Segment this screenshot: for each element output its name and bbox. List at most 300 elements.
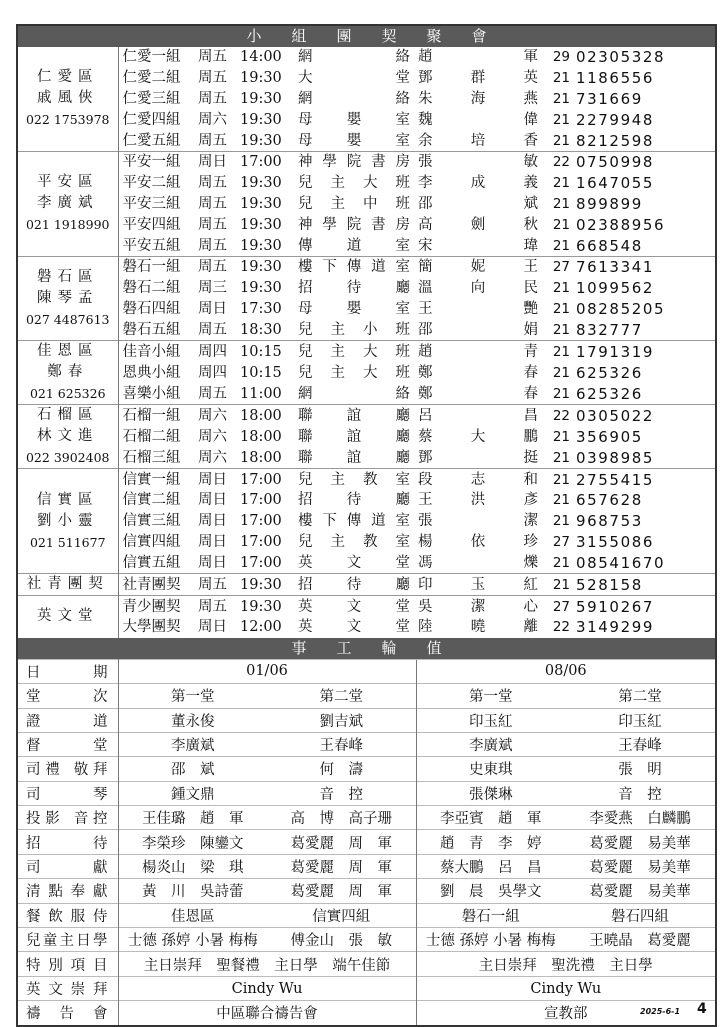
duty-row	[18, 806, 715, 830]
group-name: 仁愛四組	[122, 111, 181, 128]
group-time: 17:00	[240, 469, 298, 490]
group-time: 18:00	[240, 405, 298, 427]
group-location: 大堂	[298, 70, 410, 87]
groups-title: 小組團契聚會	[246, 27, 517, 45]
group-row	[18, 405, 715, 427]
group-row	[18, 130, 715, 151]
district-phone: 022 1753978	[25, 112, 110, 128]
phone-prefix: 21	[552, 449, 570, 466]
duty-row	[18, 952, 715, 976]
phone-prefix: 21	[552, 385, 570, 402]
group-time: 18:00	[240, 449, 282, 466]
phone-prefix: 21	[552, 513, 570, 530]
group-row	[18, 574, 715, 596]
group-leader: 朱海燕	[418, 90, 538, 107]
group-day: 周五	[198, 237, 227, 254]
group-row	[18, 426, 715, 447]
group-phone: 625326	[576, 363, 643, 382]
duty-cell: 張 明	[565, 757, 715, 781]
phone-prefix: 21	[546, 341, 576, 363]
group-row	[18, 47, 715, 68]
duty-cell: 張傑琳	[416, 781, 565, 805]
group-leader: 鄧挺	[418, 449, 538, 466]
group-row	[18, 214, 715, 235]
duty-cell: 王春峰	[267, 732, 416, 756]
group-name: 平安二組	[122, 175, 181, 192]
group-time: 19:30	[240, 237, 282, 254]
district-leader: 李廣斌	[37, 195, 99, 212]
duty-role: 英文崇拜	[18, 976, 118, 1000]
duty-role: 特別項目	[18, 952, 118, 976]
group-leader: 鄭春	[418, 364, 538, 381]
phone-prefix: 21	[552, 280, 570, 297]
group-name: 平安一組	[118, 151, 198, 172]
duty-cell: 劉吉斌	[267, 708, 416, 732]
phone-prefix: 21	[546, 574, 576, 596]
group-name: 仁愛一組	[122, 49, 181, 66]
group-location: 兒主大班	[298, 175, 410, 192]
group-location: 樓下傳道室	[298, 256, 418, 277]
district-leader: 林文進	[37, 428, 99, 445]
group-time: 10:15	[240, 364, 282, 381]
duty-cell: 第一堂	[118, 684, 267, 708]
duty-role: 司禮 敬拜	[18, 757, 118, 781]
district-leader: 劉小靈	[37, 512, 99, 529]
group-name: 信實五組	[122, 554, 181, 571]
group-phone: 528158	[576, 574, 715, 596]
duty-cell: 劉 晨 吳學文	[416, 879, 565, 903]
duty-row	[18, 879, 715, 903]
group-time: 17:00	[240, 513, 282, 530]
district-name: 佳恩區	[37, 343, 99, 360]
duty-row	[18, 928, 715, 952]
group-phone: 0750998	[576, 151, 715, 172]
group-name: 大學團契	[122, 619, 181, 636]
duty-cell: 音 控	[565, 781, 715, 805]
group-name: 青少團契	[118, 596, 198, 617]
group-phone: 02388956	[576, 215, 666, 234]
phone-prefix: 27	[546, 256, 576, 277]
footer-date: 2025-6-1	[640, 1007, 681, 1016]
group-row	[18, 68, 715, 89]
duty-cell: 李愛燕 白麟鵬	[565, 806, 715, 830]
district-name: 石榴區	[37, 407, 99, 424]
group-leader: 呂昌	[418, 405, 546, 427]
group-time: 19:30	[240, 175, 282, 192]
duty-cell: 士德 孫婷 小暑 梅梅	[118, 928, 267, 952]
group-name: 石榴一組	[118, 405, 198, 427]
group-location: 兒主教室	[298, 469, 418, 490]
duty-cell: 葛愛麗 易美華	[565, 879, 715, 903]
group-location: 兒主教室	[298, 533, 410, 550]
group-row	[18, 341, 715, 363]
group-location: 網絡	[298, 385, 410, 402]
groups-banner	[18, 26, 715, 47]
duty-cell: 王佳璐 趙 軍	[118, 806, 267, 830]
group-phone: 0305022	[576, 405, 715, 427]
group-time: 19:30	[240, 216, 282, 233]
duty-role: 司琴	[18, 781, 118, 805]
duty-table	[18, 659, 715, 1025]
group-time: 19:30	[240, 596, 298, 617]
group-leader: 余培香	[418, 132, 538, 149]
group-time: 18:30	[240, 321, 282, 338]
group-row	[18, 235, 715, 256]
group-row	[18, 194, 715, 215]
duty-wide-cell: 中區聯合禱告會	[118, 1001, 416, 1025]
group-phone: 968753	[576, 512, 643, 531]
group-phone: 7613341	[576, 256, 715, 277]
group-day: 周五	[198, 574, 240, 596]
group-phone: 2279948	[576, 110, 655, 129]
district-phone: 021 1918990	[25, 217, 110, 233]
group-day: 周日	[198, 533, 227, 550]
group-name: 磐石四組	[122, 300, 181, 317]
group-name: 磐石二組	[122, 280, 181, 297]
duty-wide-cell: Cindy Wu	[416, 976, 715, 1000]
group-day: 周日	[198, 554, 227, 571]
group-row	[18, 383, 715, 405]
duty-cell: 第二堂	[267, 684, 416, 708]
duty-row	[18, 732, 715, 756]
duty-cell: 葛愛麗 周 軍	[267, 830, 416, 854]
group-day: 周五	[198, 321, 227, 338]
group-day: 周日	[198, 492, 227, 509]
group-location: 英文堂	[298, 554, 410, 571]
duty-row	[18, 659, 715, 683]
duty-cell: 佳恩區	[118, 903, 267, 927]
group-day: 周四	[198, 341, 240, 363]
duty-cell: 李廣斌	[118, 732, 267, 756]
group-row	[18, 256, 715, 277]
phone-prefix: 22	[546, 151, 576, 172]
duty-role: 招待	[18, 830, 118, 854]
duty-role: 司獻	[18, 854, 118, 878]
duty-role: 日期	[18, 659, 118, 683]
phone-prefix: 21	[552, 321, 570, 338]
group-phone: 3149299	[576, 618, 655, 637]
group-time: 11:00	[240, 385, 282, 402]
duty-row	[18, 830, 715, 854]
group-day: 周五	[198, 216, 227, 233]
duty-cell: 邵 斌	[118, 757, 267, 781]
duty-cell: 楊炎山 梁 琪	[118, 854, 267, 878]
group-row	[18, 362, 715, 383]
group-location: 聯誼廳	[298, 449, 410, 466]
group-location: 英文堂	[298, 619, 410, 636]
duty-role: 督堂	[18, 732, 118, 756]
group-phone: 02305328	[576, 48, 666, 67]
phone-prefix: 21	[552, 111, 570, 128]
duty-role: 禱告會	[18, 1001, 118, 1025]
group-day: 周五	[198, 70, 227, 87]
duty-row	[18, 903, 715, 927]
group-leader: 李成義	[418, 175, 538, 192]
duty-row	[18, 1001, 715, 1025]
group-row	[18, 511, 715, 532]
group-name: 信實一組	[118, 469, 198, 490]
group-leader: 宋瑋	[418, 237, 538, 254]
group-location: 母嬰室	[298, 111, 410, 128]
group-location: 兒主中班	[298, 195, 410, 212]
group-row	[18, 278, 715, 299]
group-location: 樓下傳道室	[298, 513, 410, 530]
phone-prefix: 27	[552, 533, 570, 550]
group-row	[18, 109, 715, 130]
phone-prefix: 21	[552, 90, 570, 107]
group-phone: 3155086	[576, 532, 655, 551]
group-time: 19:30	[240, 256, 298, 277]
group-location: 兒主大班	[298, 364, 410, 381]
group-phone: 1791319	[576, 341, 715, 363]
group-location: 英文堂	[298, 596, 418, 617]
phone-prefix: 21	[552, 237, 570, 254]
duty-cell: 印玉紅	[565, 708, 715, 732]
duty-cell: 高 博 高子珊	[267, 806, 416, 830]
group-time: 19:30	[240, 195, 282, 212]
phone-prefix: 29	[552, 49, 570, 66]
group-day: 周三	[198, 280, 227, 297]
group-name: 仁愛三組	[122, 90, 181, 107]
duty-role: 清點奉獻	[18, 879, 118, 903]
group-leader: 鄭春	[418, 385, 538, 402]
group-row	[18, 490, 715, 511]
group-phone: 731669	[576, 89, 643, 108]
page-number: 4	[697, 1001, 707, 1017]
district-leader: 鄭春	[47, 364, 89, 381]
group-time: 17:00	[240, 533, 282, 550]
duty-cell: 王春峰	[565, 732, 715, 756]
group-location: 招待廳	[298, 280, 410, 297]
district-cell	[18, 341, 118, 405]
duty-cell: 何 濤	[267, 757, 416, 781]
group-time: 19:30	[240, 280, 282, 297]
district-name: 仁愛區	[37, 69, 99, 86]
group-day: 周四	[198, 364, 227, 381]
group-phone: 5910267	[576, 596, 715, 617]
district-name: 英文堂	[37, 608, 99, 625]
duty-cell: 史東琪	[416, 757, 565, 781]
duty-row	[18, 708, 715, 732]
group-day: 周六	[198, 111, 227, 128]
group-day: 周日	[198, 513, 227, 530]
duty-row	[18, 976, 715, 1000]
group-location: 聯誼廳	[298, 428, 410, 445]
group-day: 周五	[198, 132, 227, 149]
district-cell	[18, 47, 118, 151]
duty-cell: 趙 青 李 婷	[416, 830, 565, 854]
group-location: 聯誼廳	[298, 405, 418, 427]
group-name: 平安三組	[122, 195, 181, 212]
duty-wide-cell: 宣教部	[416, 1001, 715, 1025]
group-leader: 高劍秋	[418, 216, 538, 233]
duty-cell: 葛愛麗 周 軍	[267, 879, 416, 903]
district-cell	[18, 256, 118, 340]
group-leader: 魏偉	[418, 111, 538, 128]
group-location: 網絡	[298, 49, 410, 66]
phone-prefix: 21	[552, 492, 570, 509]
group-phone: 0398985	[576, 448, 655, 467]
group-name: 石榴二組	[122, 428, 181, 445]
duty-date: 01/06	[118, 659, 416, 683]
district-name: 社青團契	[26, 576, 109, 593]
group-location: 網絡	[298, 90, 410, 107]
bulletin-page	[16, 24, 717, 1027]
group-leader: 溫向民	[418, 280, 538, 297]
district-cell	[18, 151, 118, 256]
group-row	[18, 151, 715, 172]
group-time: 17:00	[240, 492, 282, 509]
group-phone: 657628	[576, 491, 643, 510]
group-time: 19:30	[240, 574, 298, 596]
phone-prefix: 21	[552, 216, 570, 233]
duty-cell: 傅金山 張 敏	[267, 928, 416, 952]
group-day: 周五	[198, 90, 227, 107]
district-name: 信實區	[37, 491, 99, 508]
duty-cell: 士德 孫婷 小暑 梅梅	[416, 928, 565, 952]
group-leader: 邵娟	[418, 321, 538, 338]
duty-role: 堂次	[18, 684, 118, 708]
phone-prefix: 21	[552, 70, 570, 87]
group-row	[18, 617, 715, 638]
phone-prefix: 21	[552, 132, 570, 149]
group-name: 佳音小組	[118, 341, 198, 363]
duty-cell: 音 控	[267, 781, 416, 805]
group-location: 母嬰室	[298, 300, 410, 317]
group-row	[18, 89, 715, 110]
group-row	[18, 552, 715, 573]
group-time: 12:00	[240, 619, 282, 636]
group-time: 18:00	[240, 428, 282, 445]
duty-wide-cell: Cindy Wu	[118, 976, 416, 1000]
group-row	[18, 299, 715, 320]
group-time: 19:30	[240, 111, 282, 128]
district-phone: 027 4487613	[25, 312, 110, 328]
group-name: 平安五組	[122, 237, 181, 254]
duty-cell: 信實四組	[267, 903, 416, 927]
duty-cell: 李榮珍 陳鑾文	[118, 830, 267, 854]
group-leader: 段志和	[418, 469, 546, 490]
group-location: 兒主大班	[298, 341, 418, 363]
district-phone: 022 3902408	[25, 450, 110, 466]
duty-row	[18, 684, 715, 708]
group-leader: 蔡大鵬	[418, 428, 538, 445]
group-location: 兒主小班	[298, 321, 410, 338]
duty-wide-cell: 主日崇拜 聖餐禮 主日學 端午佳節	[118, 952, 416, 976]
group-time: 19:30	[240, 90, 282, 107]
duty-cell: 董永俊	[118, 708, 267, 732]
group-phone: 1186556	[576, 69, 655, 88]
group-leader: 趙青	[418, 341, 546, 363]
group-day: 周日	[198, 469, 240, 490]
group-row	[18, 532, 715, 553]
group-day: 周六	[198, 449, 227, 466]
duty-role: 餐飲服侍	[18, 903, 118, 927]
group-day: 周五	[198, 175, 227, 192]
district-cell	[18, 574, 118, 596]
phone-prefix: 21	[552, 175, 570, 192]
group-leader: 王洪彥	[418, 492, 538, 509]
group-time: 19:30	[240, 70, 282, 87]
duty-row	[18, 781, 715, 805]
group-leader: 邵斌	[418, 195, 538, 212]
group-location: 招待廳	[298, 574, 418, 596]
group-time: 10:15	[240, 341, 298, 363]
group-leader: 楊依珍	[418, 533, 538, 550]
duty-banner	[18, 638, 715, 659]
group-name: 平安四組	[122, 216, 181, 233]
group-name: 信實二組	[122, 492, 181, 509]
duty-cell: 王曉晶 葛愛麗	[565, 928, 715, 952]
group-location: 招待廳	[298, 492, 410, 509]
group-time: 17:00	[240, 554, 282, 571]
duty-cell: 李廣斌	[416, 732, 565, 756]
group-phone: 2755415	[576, 469, 715, 490]
group-phone: 668548	[576, 236, 643, 255]
group-name: 社青團契	[118, 574, 198, 596]
groups-table	[18, 47, 715, 638]
group-time: 14:00	[240, 49, 282, 66]
group-name: 仁愛二組	[122, 70, 181, 87]
group-name: 信實四組	[122, 533, 181, 550]
district-leader: 陳琴孟	[37, 290, 99, 307]
duty-cell: 印玉紅	[416, 708, 565, 732]
group-location: 母嬰室	[298, 132, 410, 149]
group-name: 喜樂小組	[122, 385, 181, 402]
phone-prefix: 22	[546, 405, 576, 427]
phone-prefix: 21	[552, 554, 570, 571]
duty-row	[18, 854, 715, 878]
group-name: 仁愛五組	[122, 132, 181, 149]
group-leader: 張潔	[418, 513, 538, 530]
duty-cell: 磐石四組	[565, 903, 715, 927]
group-leader: 印玉紅	[418, 574, 546, 596]
group-leader: 鄧群英	[418, 70, 538, 87]
duty-role: 投影 音控	[18, 806, 118, 830]
group-row	[18, 173, 715, 194]
group-name: 磐石五組	[122, 321, 181, 338]
duty-cell: 葛愛麗 易美華	[565, 830, 715, 854]
group-leader: 張敏	[418, 151, 546, 172]
district-cell	[18, 469, 118, 574]
group-phone: 08285205	[576, 299, 666, 318]
group-day: 周五	[198, 49, 227, 66]
group-row	[18, 469, 715, 490]
group-name: 石榴三組	[122, 449, 181, 466]
group-day: 周五	[198, 596, 240, 617]
duty-cell: 葛愛麗 周 軍	[267, 854, 416, 878]
district-name: 磐石區	[37, 269, 99, 286]
phone-prefix: 21	[552, 428, 570, 445]
group-leader: 馮爍	[418, 554, 538, 571]
group-phone: 356905	[576, 427, 643, 446]
group-leader: 王艷	[418, 300, 538, 317]
group-phone: 8212598	[576, 131, 655, 150]
group-phone: 08541670	[576, 553, 666, 572]
district-phone: 021 511677	[29, 534, 106, 550]
group-day: 周日	[198, 619, 227, 636]
district-cell	[18, 405, 118, 469]
duty-cell: 第二堂	[565, 684, 715, 708]
district-leader: 戚風俠	[37, 90, 99, 107]
phone-prefix: 22	[552, 619, 570, 636]
duty-cell: 黃 川 吳詩蕾	[118, 879, 267, 903]
duty-role: 證道	[18, 708, 118, 732]
group-day: 周六	[198, 428, 227, 445]
duty-cell: 第一堂	[416, 684, 565, 708]
group-name: 磐石一組	[118, 256, 198, 277]
group-phone: 1647055	[576, 174, 655, 193]
